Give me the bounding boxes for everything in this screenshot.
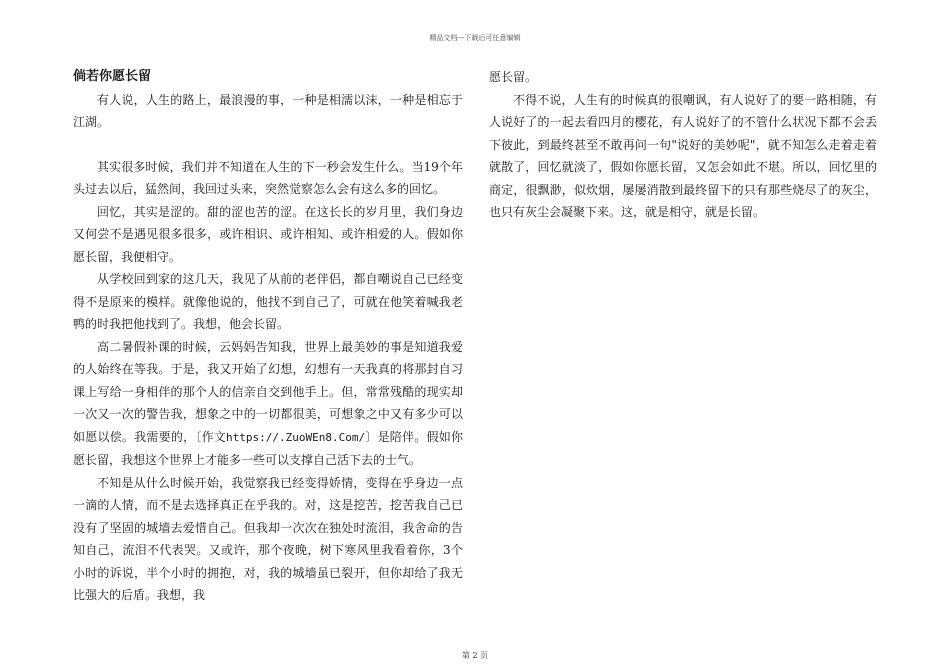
paragraph-3: 回忆，其实是涩的。甜的涩也苦的涩。在这长长的岁月里，我们身边又何尝不是遇见很多很多，或许相识、或许相知、或许相爱的人。假如你愿长留，我便相守。 xyxy=(73,204,463,264)
paragraph-4: 从学校回到家的这几天，我见了从前的老伴侣，都自嘲说自己已经变得不是原来的模样。就像他说的，他找不到自己了，可就在他笑着喊我老鸭的时我把他找到了。我想，他会长留。 xyxy=(73,272,463,331)
left-column xyxy=(73,66,463,607)
paragraph-7: 不得不说，人生有的时候真的很嘲讽，有人说好了的要一路相随，有人说好了的一起去看四月的樱花，有人说好了的不管什么状况下都不会丢下彼此，到最终甚至不敢再问一句"说好的美妙呢"，就不知怎么走着走着就散了，回忆就淡了，假如你愿长留，又怎会如此不堪。所以，回忆里的商定，很飘渺，似炊烟，屡屡消散到最终留下的只有那些烧尽了的灰尘，也只有灰尘会凝聚下来。这，就是相守，就是长留。 xyxy=(489,92,877,219)
page-number: 第 2 页 xyxy=(461,651,489,660)
paragraph-6-continuation: 愿长留。 xyxy=(489,70,538,84)
paragraph-6: 不知是从什么时候开始，我觉察我已经变得娇情，变得在乎身边一点一滴的人情，而不是去选择真正在乎我的。对，这是挖苦，挖苦我自己已没有了坚固的城墙去爱惜自己。但我却一次次在独处时流泪，我舍命的告知自己，流泪不代表哭。又或许，那个夜晚，树下寒风里我看着你，3个小时的诉说，半个小时的拥抱，对，我的城墙虽已裂开，但你却给了我无比强大的后盾。我想，我 xyxy=(73,475,463,602)
paragraph-gap xyxy=(73,134,463,156)
paragraph-2: 其实很多时候，我们并不知道在人生的下一秒会发生什么。当19个年头过去以后，猛然间，我回过头来，突然觉察怎么会有这么多的回忆。 xyxy=(73,159,463,196)
page-header: 精品文档---下载后可任意编辑 xyxy=(429,34,521,42)
article-title: 倘若你愿长留 xyxy=(73,69,152,84)
paragraph-5 xyxy=(73,336,463,472)
paragraph-1: 有人说，人生的路上，最浪漫的事，一种是相濡以沫，一种是相忘于江湖。 xyxy=(73,92,463,129)
essay-site-link[interactable]: https://.ZuoWEn8.Com/ xyxy=(226,430,366,444)
paragraph-5-text-end: 〕是陪伴。假如你愿长留，我想这个世界上才能多一些可以支撑自己活下去的士气。 xyxy=(73,429,463,467)
paragraph-5-text-start: 高二暑假补课的时候，云妈妈告知我，世界上最美妙的事是知道我爱的人始终在等我。于是，我又开始了幻想，幻想有一天我真的将那封自习课上写给一身相伴的那个人的信亲自交到他手上。但，常常残酷的现实却一次又一次的警告我，想象之中的一切都很美，可想象之中又有多少可以如愿以偿。我需要的，〔作文 xyxy=(73,339,463,444)
right-column xyxy=(489,66,877,224)
